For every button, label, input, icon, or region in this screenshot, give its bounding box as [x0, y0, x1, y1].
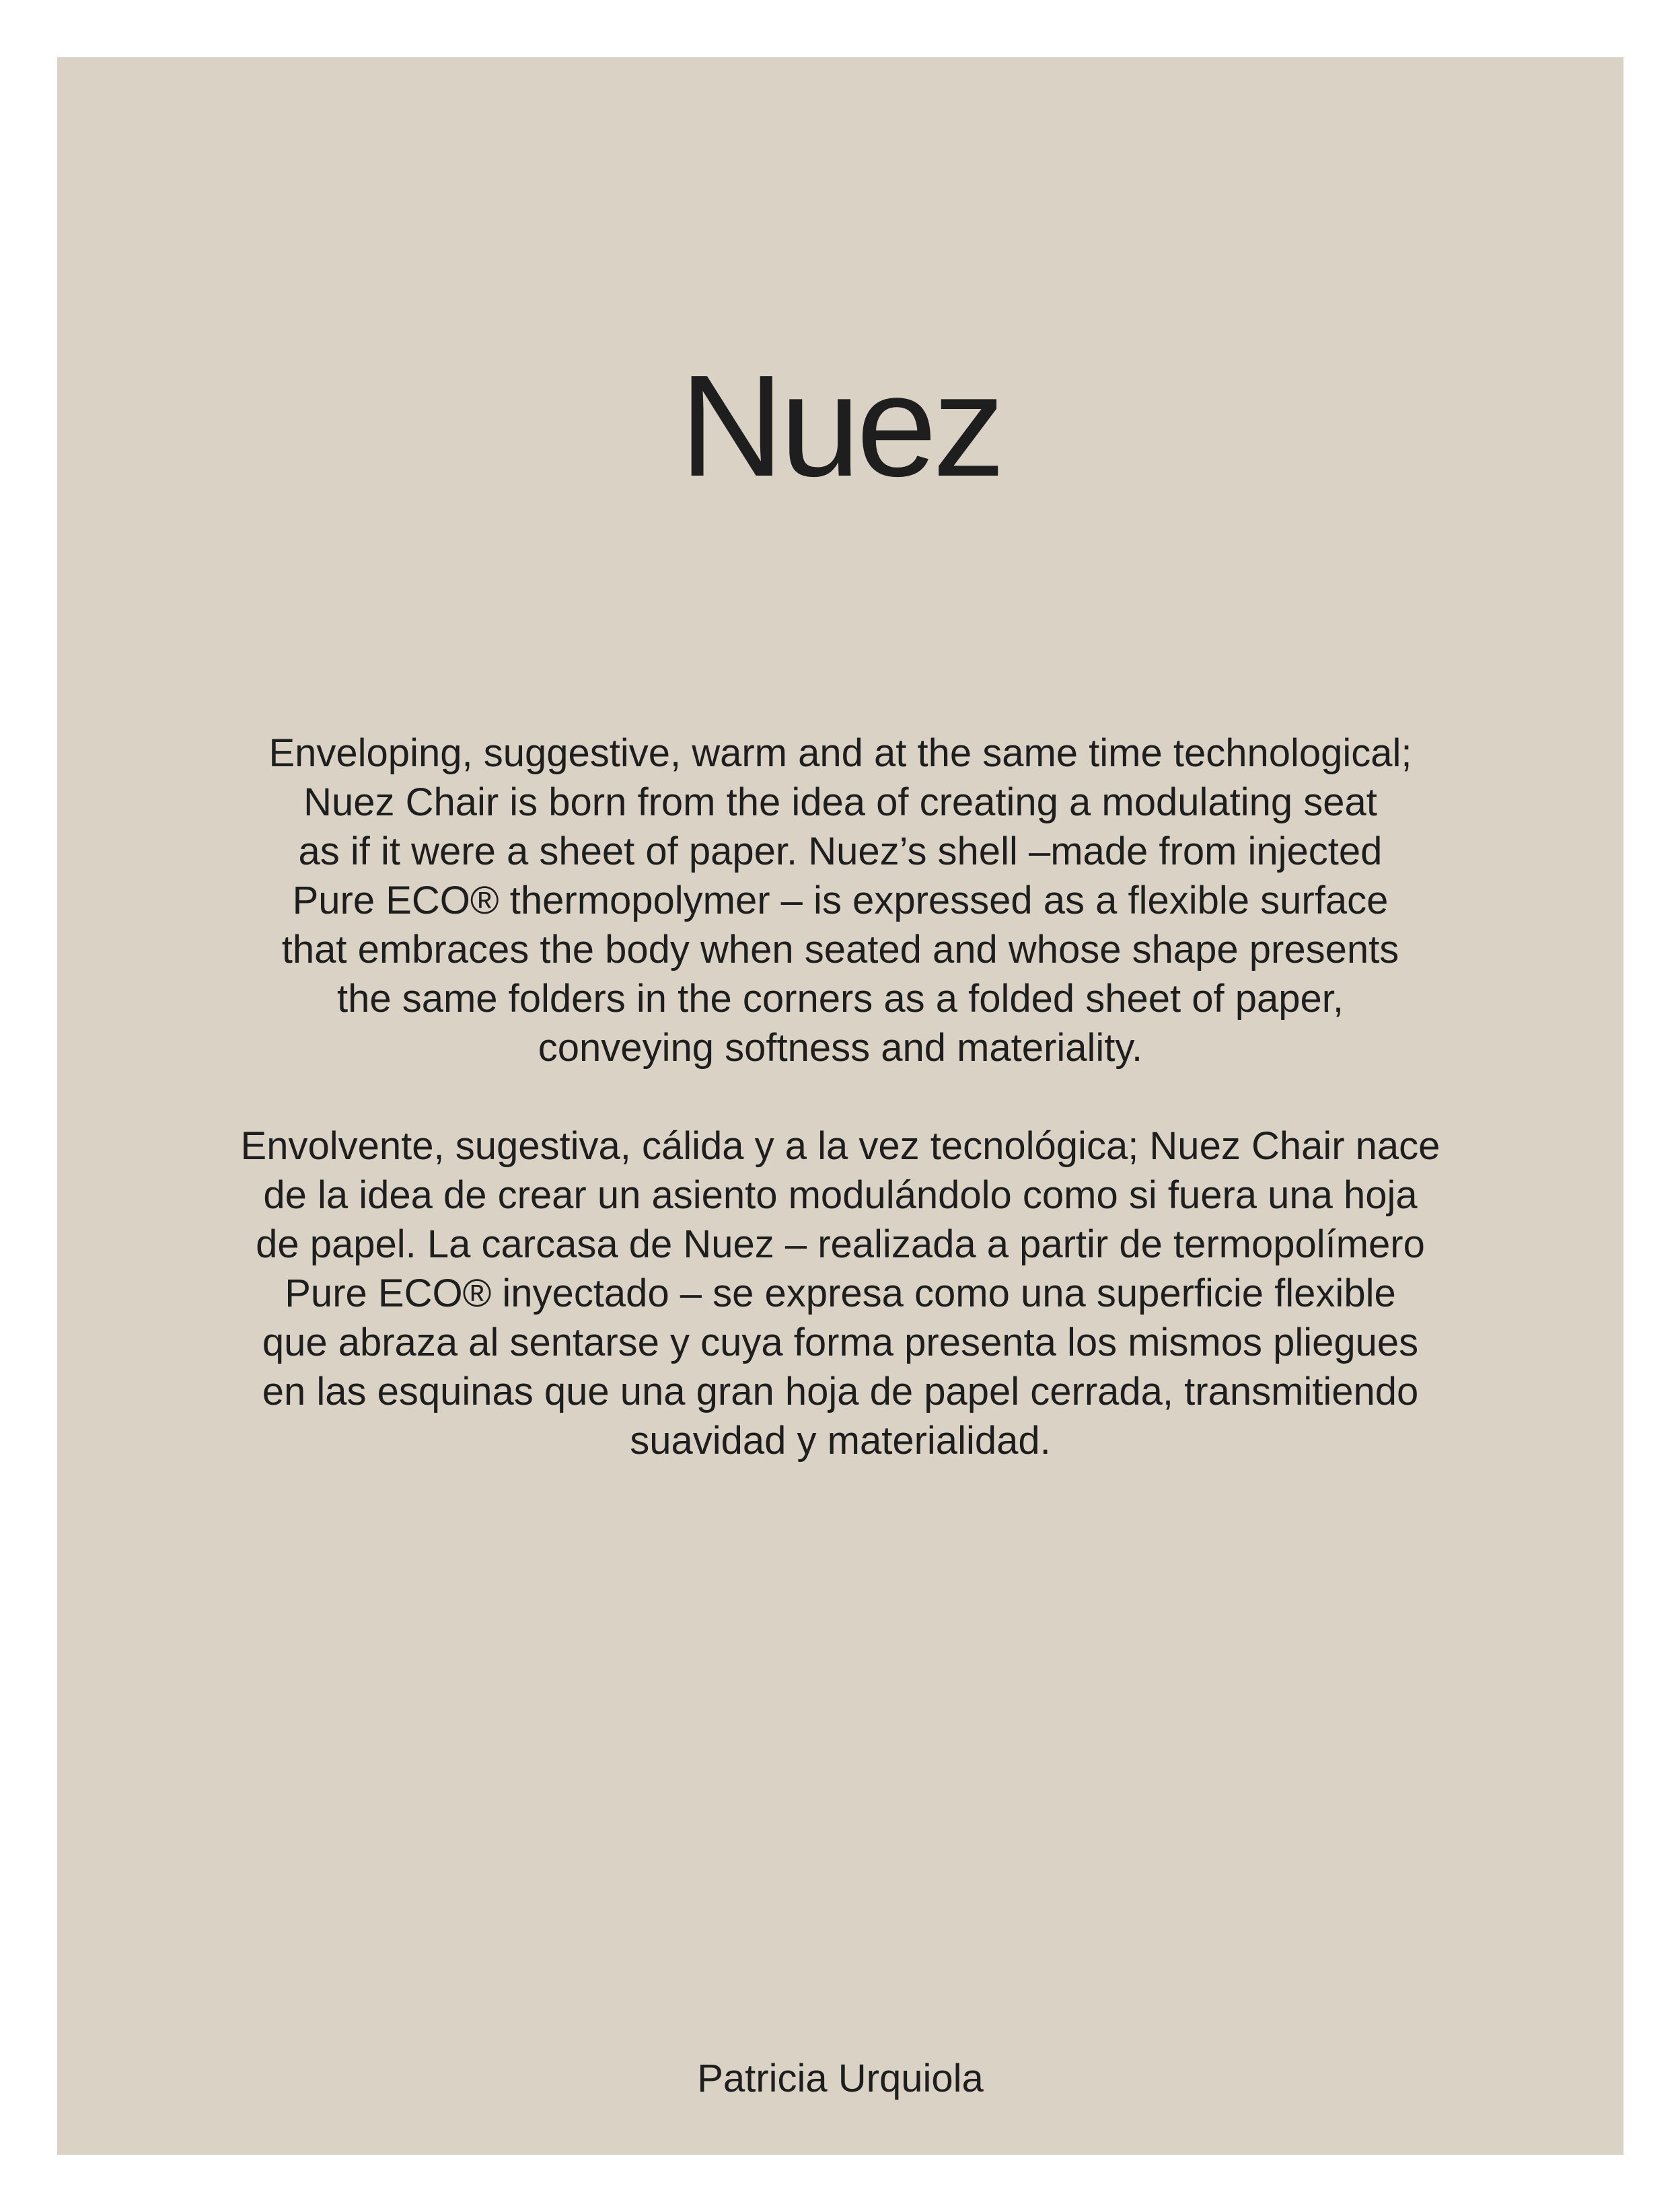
description-line: Envolvente, sugestiva, cálida y a la vez tecnológica; Nuez Chair nace — [240, 1124, 1440, 1168]
description-english — [57, 729, 1623, 1072]
designer-name: Patricia Urquiola — [697, 2057, 984, 2100]
page-panel — [57, 57, 1623, 2155]
description-line: the same folders in the corners as a folded sheet of paper, — [336, 977, 1344, 1021]
description-line: en las esquinas que una gran hoja de papel cerrada, transmitiendo — [262, 1370, 1419, 1413]
description-line: de la idea de crear un asiento modulándolo como si fuera una hoja — [263, 1173, 1418, 1217]
description-line: Pure ECO® thermopolymer – is expressed as a flexible surface — [292, 879, 1389, 922]
description-spanish — [57, 1121, 1623, 1465]
description-line: Nuez Chair is born from the idea of creating a modulating seat — [303, 780, 1377, 824]
description-line: de papel. La carcasa de Nuez – realizada a partir de termopolímero — [256, 1222, 1425, 1266]
description-line: conveying softness and materiality. — [538, 1026, 1143, 1070]
description-line: que abraza al sentarse y cuya forma presenta los mismos pliegues — [262, 1321, 1419, 1364]
description-line: Enveloping, suggestive, warm and at the same time technological; — [268, 731, 1412, 775]
description-line: that embraces the body when seated and whose shape presents — [281, 928, 1399, 971]
description-line: Pure ECO® inyectado – se expresa como una superficie flexible — [285, 1271, 1396, 1315]
description-line: as if it were a sheet of paper. Nuez’s shell –made from injected — [298, 830, 1383, 873]
description-line: suavidad y materialidad. — [630, 1419, 1051, 1463]
page-title: Nuez — [680, 344, 1001, 507]
